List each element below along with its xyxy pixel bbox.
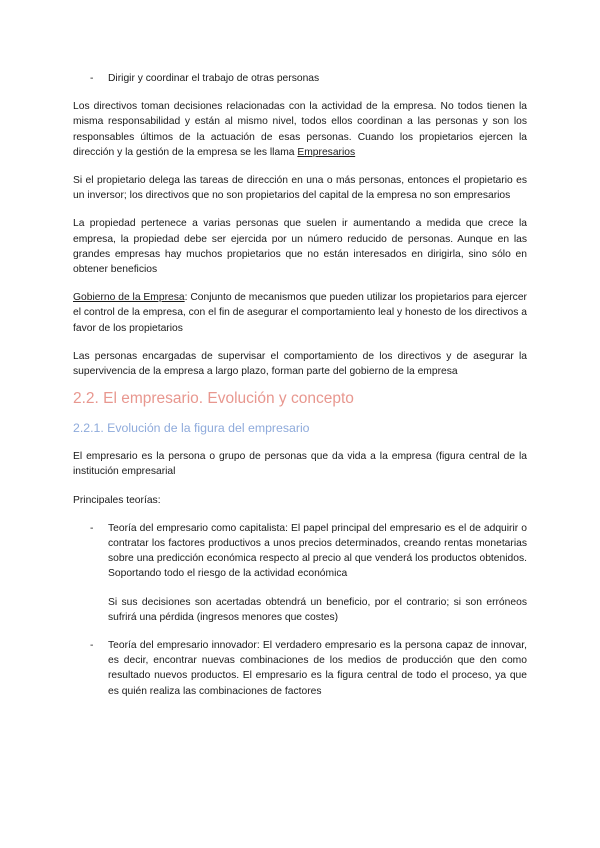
bullet-text: Teoría del empresario como capitalista: El papel principal del empresario es el de adquirir o contratar los factores productivos a unos precios determinados, creando rentas monetarias sobre una predicción económica respecto al precio al que venderá los productos obtenidos. Soportando todo el riesgo de la actividad económica bbox=[108, 522, 527, 580]
paragraph-supervision: Las personas encargadas de supervisar el comportamiento de los directivos y de asegurar la supervivencia de la empresa a largo plazo, forman parte del gobierno de la empresa bbox=[73, 350, 527, 378]
paragraph-propietario-delega: Si el propietario delega las tareas de dirección en una o más personas, entonces el propietario es un inversor; los directivos que no son propietarios del capital de la empresa no son empresarios bbox=[73, 175, 527, 202]
bullet-item-dirigir bbox=[90, 71, 527, 86]
bullet-marker: - bbox=[90, 73, 94, 84]
bullet-marker: - bbox=[90, 640, 94, 652]
section-heading-2-2: 2.2. El empresario. Evolución y concepto bbox=[73, 390, 354, 408]
bullet-text: Dirigir y coordinar el trabajo de otras personas bbox=[108, 73, 320, 84]
bullet-item-capitalista bbox=[90, 521, 527, 582]
subsection-heading-2-2-1: 2.2.1. Evolución de la figura del empresario bbox=[73, 421, 310, 436]
paragraph-directivos: Los directivos toman decisiones relacionadas con la actividad de la empresa. No todos tienen la misma responsabilidad y están al mismo nivel, todos ellos coordinan a las personas y son los responsables últimos de la actuación de esas personas. Cuando los propietarios ejercen la dirección y la gestión de la empresa se les llama Empresarios bbox=[73, 101, 527, 158]
term-gobierno-empresa: Gobierno de la Empresa bbox=[73, 292, 185, 304]
bullet-text: Teoría del empresario innovador: El verdadero empresario es la persona capaz de innovar, es decir, encontrar nuevas combinaciones de los medios de producción que den como resultado nuevos productos. El empresario es la figura central de todo el proceso, ya que es quién realiza las combinaciones de factores bbox=[108, 640, 527, 697]
paragraph-principales-teorias: Principales teorías: bbox=[73, 494, 161, 506]
paragraph-decisiones-acertadas: Si sus decisiones son acertadas obtendrá un beneficio, por el contrario; si son erróneos sufrirá una pérdida (ingresos menores que costes) bbox=[108, 596, 527, 623]
document-content bbox=[73, 71, 527, 699]
bullet-item-innovador bbox=[90, 638, 527, 699]
bullet-marker: - bbox=[90, 522, 94, 534]
paragraph-gobierno-empresa: Gobierno de la Empresa: Conjunto de mecanismos que pueden utilizar los propietarios para ejercer el control de la empresa, con el fin de asegurar el comportamiento leal y honesto de los directivos a favor de los propietarios bbox=[73, 292, 527, 334]
paragraph-propiedad: La propiedad pertenece a varias personas que suelen ir aumentando a medida que crece la empresa, la propiedad debe ser ejercida por un número reducido de personas. Aunque en las grandes empresas hay muchos propietarios que no están interesados en dirigirla, sino sólo en obtener beneficios bbox=[73, 218, 527, 276]
term-empresarios: Empresarios bbox=[297, 146, 356, 158]
paragraph-empresario-definicion: El empresario es la persona o grupo de personas que da vida a la empresa (figura central de la institución empresarial bbox=[73, 451, 527, 478]
